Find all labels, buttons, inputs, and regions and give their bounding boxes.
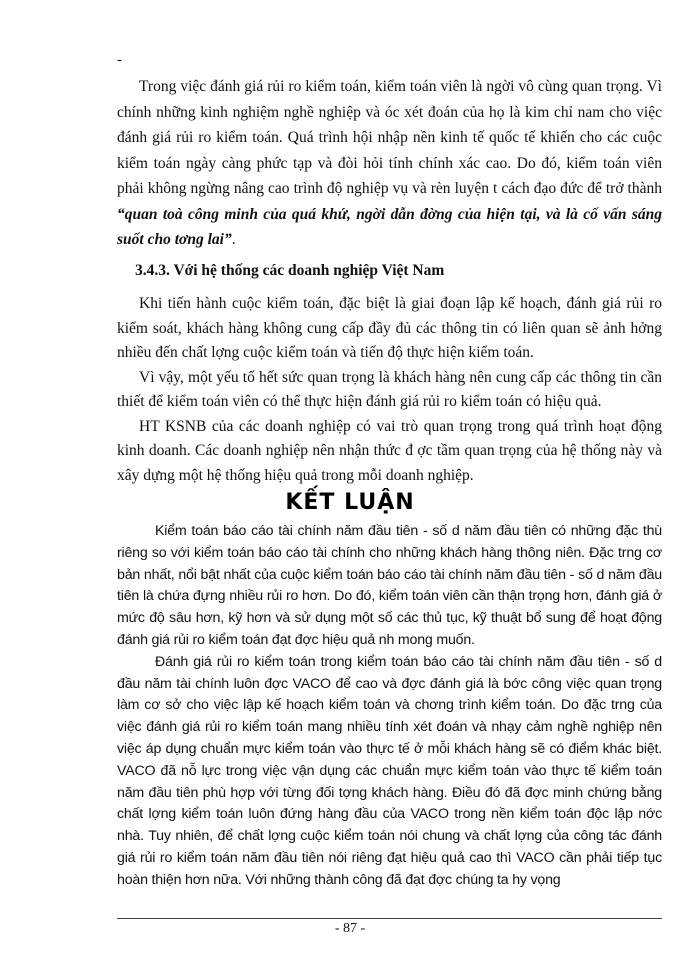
paragraph-text: Trong việc đánh giá rủi ro kiểm toán, kiểm toán viên là ngời vô cùng quan trọng. Vì chính những kinh nghiệm nghề nghiệp và óc xét đoán của họ là kim chỉ nam cho việc đánh giá rủi ro kiểm toán. Quá trình hội nhập nền kinh tế quốc tế khiến cho các cuộc kiểm toán ngày càng phức tạp và đòi hỏi tính chính xác cao. Do đó, kiểm toán viên phải không ngừng nâng cao trình độ nghiệp vụ và rèn luyện t cách đạo đức để trở thành (117, 78, 662, 197)
conclusion-title: KẾT LUẬN (285, 490, 415, 515)
section-vietnam-enterprises (117, 292, 662, 488)
page-number: - 87 - (334, 921, 366, 936)
paragraph-auditor-role (117, 74, 662, 253)
section-heading-3-4-3: 3.4.3. Với hệ thống các doanh nghiệp Việt Nam (135, 262, 445, 279)
paragraph-first-year-audit: Kiểm toán báo cáo tài chính năm đầu tiên - số d năm đầu tiên có những đặc thù riêng so với kiểm toán báo cáo tài chính cho những khách hàng thông niên. Đặc trng cơ bản nhất, nổi bật nhất của cuộc kiểm toán báo cáo tài chính năm đầu tiên - số d năm đầu tiên là chứa đựng nhiều rủi ro hơn. Do đó, kiểm toán viên cần thận trọng hơn, đánh giá ở mức độ sâu hơn, kỹ hơn và sử dụng một số các thủ tục, kỹ thuật bổ sung để hoạt động đánh giá rủi ro kiểm toán đạt đợc hiệu quả nh mong muốn. (117, 523, 662, 648)
section-conclusion (117, 521, 662, 892)
section-auditor-importance (117, 74, 662, 253)
paragraph-end: . (231, 231, 236, 248)
footer-rule (117, 918, 662, 919)
paragraph-vaco-risk-assessment: Đánh giá rủi ro kiểm toán trong kiểm toán báo cáo tài chính năm đầu tiên - số d đầu năm tài chính luôn đợc VACO để cao và đợc đánh giá là bớc công việc quan trọng làm cơ sở cho việc lập kế hoạch kiểm toán và chơng trình kiểm toán. Do đặc trng của việc đánh giá rủi ro kiểm toán mang nhiều tính xét đoán và nhạy cảm nghề nghiệp nên việc áp dụng chuẩn mực kiểm toán vào thực tế ở mỗi khách hàng sẽ có điểm khác biệt. VACO đã nỗ lực trong việc vận dụng các chuẩn mực kiểm toán vào thực tế kiểm toán năm đầu tiên phù hợp với từng đối tợng khách hàng. Điều đó đã đợc minh chứng bằng chất lợng kiểm toán luôn đứng hàng đầu của VACO trong nền kiểm toán độc lập nớc nhà. Tuy nhiên, để chất lợng cuộc kiểm toán nói chung và chất lợng của công tác đánh giá rủi ro kiểm toán năm đầu tiên nói riêng đạt hiệu quả cao thì VACO cần phải tiếp tục hoàn thiện hơn nữa. Với những thành công đã đạt đợc chúng ta hy vọng (117, 653, 662, 888)
paragraph-internal-control: HT KSNB của các doanh nghiệp có vai trò quan trọng trong quá trình hoạt động kinh doanh. Các doanh nghiệp nên nhận thức đ ợc tầm quan trọng của hệ thống này và xây dựng một hệ thống hiệu quả trong mỗi doanh nghiệp. (117, 417, 662, 484)
paragraph-important-factor: Vì vậy, một yếu tố hết sức quan trọng là khách hàng nên cung cấp các thông tin cần thiết để kiểm toán viên có thể thực hiện đánh giá rủi ro kiểm toán có hiệu quả. (117, 368, 662, 410)
quote-text: “quan toà công minh của quá khứ, ngời dẫn đờng của hiện tại, và là cố vấn sáng suốt cho tơng lai” (117, 205, 662, 248)
dash-marker: - (117, 52, 122, 68)
paragraph-customer-info: Khi tiến hành cuộc kiểm toán, đặc biệt là giai đoạn lập kế hoạch, đánh giá rủi ro kiểm soát, khách hàng không cung cấp đầy đủ các thông tin có liên quan sẽ ảnh hởng nhiều đến chất lợng cuộc kiểm toán và tiến độ thực hiện kiểm toán. (117, 295, 662, 361)
